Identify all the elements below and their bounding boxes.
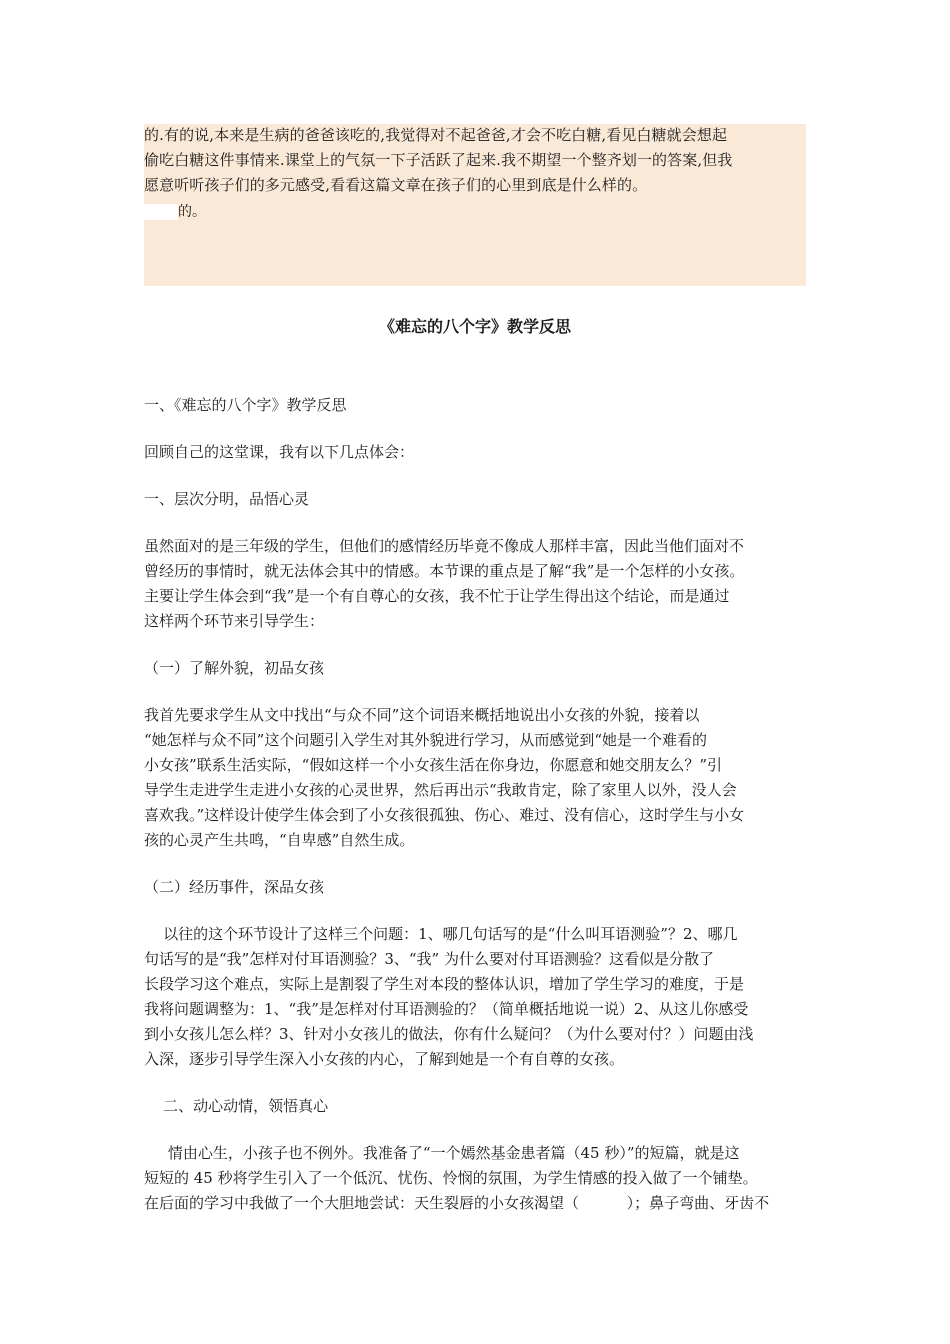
paragraph-3-line: 入深，逐步引导学生深入小女孩的内心，了解到她是一个有自尊的女孩。: [144, 1050, 625, 1068]
paragraph-4-line: 短短的 45 秒将学生引入了一个低沉、忧伤、怜悯的氛围，为学生情感的投入做了一个铺垫。: [144, 1169, 758, 1187]
document-title: 《难忘的八个字》教学反思: [378, 317, 571, 336]
paragraph-2-line: 孩的心灵产生共鸣，“自卑感”自然生成。: [144, 831, 415, 849]
paragraph-4-line: 情由心生，小孩子也不例外。我准备了“一个嫣然基金患者篇（45 秒）”的短篇，就是这: [144, 1144, 740, 1162]
excerpt-line: 偷吃白糖这件事情来.课堂上的气氛一下子活跃了起来.我不期望一个整齐划一的答案,但我: [144, 151, 733, 169]
paragraph-1-line: 虽然面对的是三年级的学生，但他们的感情经历毕竟不像成人那样丰富，因此当他们面对不: [144, 537, 745, 555]
paragraph-3-line: 以往的这个环节设计了这样三个问题：1、哪几句话写的是“什么叫耳语测验”？2、哪几: [144, 925, 738, 943]
paragraph-4-line: 在后面的学习中我做了一个大胆地尝试：天生裂唇的小女孩渴望（ ）；鼻子弯曲、牙齿不: [144, 1194, 770, 1212]
heading-1: 一、《难忘的八个字》教学反思: [144, 396, 347, 414]
excerpt-tail: 的。: [178, 204, 206, 220]
paragraph-2-line: 喜欢我。”这样设计使学生体会到了小女孩很孤独、伤心、难过、没有信心，这时学生与小女: [144, 806, 745, 824]
paragraph-3-line: 到小女孩儿怎么样？3、针对小女孩儿的做法，你有什么疑问？（为什么要对付？）问题由浅: [144, 1025, 754, 1043]
section-2-title: 二、动心动情，领悟真心: [144, 1097, 329, 1115]
excerpt-line: 愿意听听孩子们的多元感受,看看这篇文章在孩子们的心里到底是什么样的。: [144, 176, 648, 194]
paragraph-2-line: 我首先要求学生从文中找出“与众不同”这个词语来概括地说出小女孩的外貌，接着以: [144, 706, 700, 724]
paragraph-3-line: 句话写的是“我”怎样对付耳语测验？3、“我” 为什么要对付耳语测验？这看似是分散了: [144, 950, 714, 968]
excerpt-gap: [144, 204, 178, 220]
subsection-2-title: （二）经历事件，深品女孩: [144, 878, 325, 896]
paragraph-1-line: 这样两个环节来引导学生：: [144, 612, 325, 630]
paragraph-1-line: 曾经历的事情时，就无法体会其中的情感。本节课的重点是了解“我”是一个怎样的小女孩。: [144, 562, 745, 580]
paragraph-2-line: “她怎样与众不同”这个问题引入学生对其外貌进行学习，从而感觉到“她是一个难看的: [144, 731, 708, 749]
section-1-title: 一、层次分明，品悟心灵: [144, 490, 310, 508]
excerpt-line: 的.有的说,本来是生病的爸爸该吃的,我觉得对不起爸爸,才会不吃白糖,看见白糖就会想起: [144, 126, 728, 144]
paragraph-3-line: 我将问题调整为：1、“我”是怎样对付耳语测验的？（简单概括地说一说）2、从这儿你感受: [144, 1000, 749, 1018]
paragraph-1-line: 主要让学生体会到“我”是一个有自尊心的女孩，我不忙于让学生得出这个结论，而是通过: [144, 587, 730, 605]
paragraph-2-line: 小女孩”联系生活实际，“假如这样一个小女孩生活在你身边，你愿意和她交朋友么？”引: [144, 756, 723, 774]
intro-text: 回顾自己的这堂课，我有以下几点体会：: [144, 443, 415, 461]
paragraph-3-line: 长段学习这个难点，实际上是割裂了学生对本段的整体认识，增加了学生学习的难度，于是: [144, 975, 745, 993]
paragraph-2-line: 导学生走进学生走进小女孩的心灵世界，然后再出示“我敢肯定，除了家里人以外，没人会: [144, 781, 737, 799]
subsection-1-title: （一）了解外貌，初品女孩: [144, 659, 325, 677]
